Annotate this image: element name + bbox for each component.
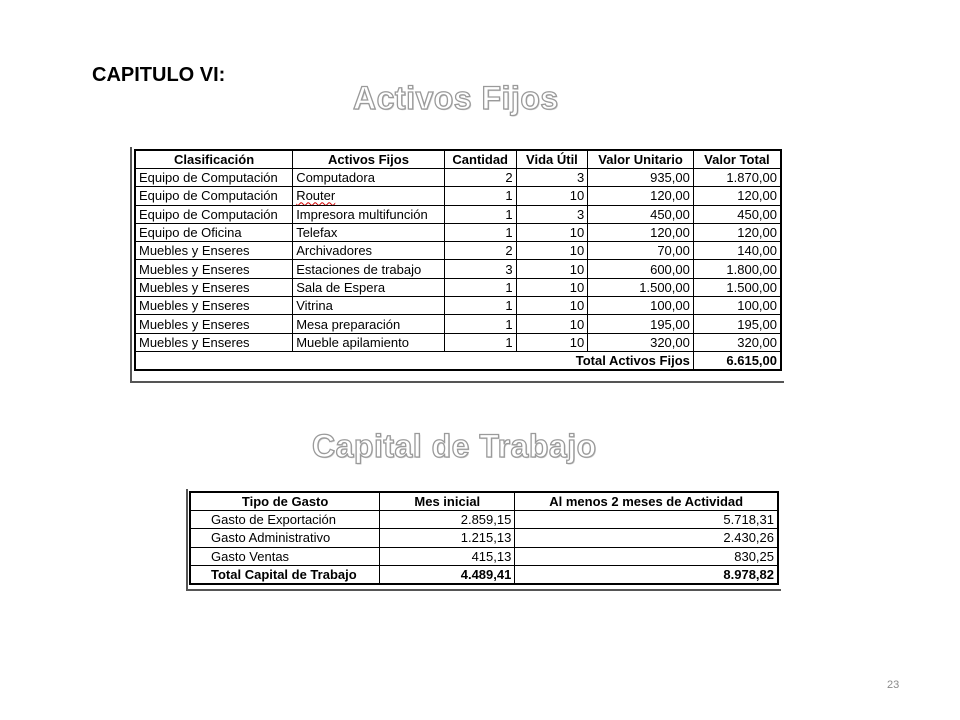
cell-valor-total: 120,00 bbox=[693, 187, 781, 205]
total-mes-inicial: 4.489,41 bbox=[380, 565, 515, 584]
total-dos-meses: 8.978,82 bbox=[515, 565, 778, 584]
cell-tipo-gasto: Gasto de Exportación bbox=[190, 511, 380, 529]
cell-vida-util: 10 bbox=[516, 278, 588, 296]
cell-valor-unitario: 70,00 bbox=[588, 242, 694, 260]
cell-dos-meses: 830,25 bbox=[515, 547, 778, 565]
table-row bbox=[135, 169, 781, 187]
header-activos-fijos: Activos Fijos bbox=[293, 150, 445, 169]
table-shadow-bottom bbox=[186, 589, 781, 591]
cell-valor-unitario: 600,00 bbox=[588, 260, 694, 278]
cell-valor-unitario: 120,00 bbox=[588, 187, 694, 205]
cell-valor-unitario: 100,00 bbox=[588, 297, 694, 315]
cell-vida-util: 10 bbox=[516, 260, 588, 278]
cell-activo: Sala de Espera bbox=[293, 278, 445, 296]
cell-vida-util: 10 bbox=[516, 333, 588, 351]
cell-vida-util: 10 bbox=[516, 187, 588, 205]
cell-activo: Mueble apilamiento bbox=[293, 333, 445, 351]
header-dos-meses: Al menos 2 meses de Actividad bbox=[515, 492, 778, 511]
cell-cantidad: 2 bbox=[444, 242, 516, 260]
table-header-row bbox=[190, 492, 778, 511]
table-header-row bbox=[135, 150, 781, 169]
table-row bbox=[190, 511, 778, 529]
cell-cantidad: 1 bbox=[444, 278, 516, 296]
cell-valor-unitario: 450,00 bbox=[588, 205, 694, 223]
table-row bbox=[135, 278, 781, 296]
cell-valor-total: 450,00 bbox=[693, 205, 781, 223]
fixed-assets-table bbox=[134, 149, 782, 371]
cell-cantidad: 1 bbox=[444, 223, 516, 241]
total-value: 6.615,00 bbox=[693, 351, 781, 370]
cell-cantidad: 1 bbox=[444, 315, 516, 333]
cell-clasificacion: Equipo de Oficina bbox=[135, 223, 293, 241]
cell-tipo-gasto: Gasto Administrativo bbox=[190, 529, 380, 547]
cell-valor-unitario: 935,00 bbox=[588, 169, 694, 187]
cell-clasificacion: Muebles y Enseres bbox=[135, 333, 293, 351]
header-mes-inicial: Mes inicial bbox=[380, 492, 515, 511]
cell-valor-unitario: 1.500,00 bbox=[588, 278, 694, 296]
table-row bbox=[135, 333, 781, 351]
spellcheck-text: Router bbox=[296, 188, 336, 204]
cell-activo: Mesa preparación bbox=[293, 315, 445, 333]
cell-activo: Vitrina bbox=[293, 297, 445, 315]
cell-valor-total: 120,00 bbox=[693, 223, 781, 241]
cell-clasificacion: Muebles y Enseres bbox=[135, 278, 293, 296]
table-shadow-left bbox=[186, 489, 188, 590]
total-row bbox=[190, 565, 778, 584]
cell-dos-meses: 2.430,26 bbox=[515, 529, 778, 547]
cell-clasificacion: Muebles y Enseres bbox=[135, 260, 293, 278]
cell-cantidad: 1 bbox=[444, 205, 516, 223]
cell-cantidad: 1 bbox=[444, 187, 516, 205]
table-row bbox=[135, 223, 781, 241]
working-capital-table bbox=[189, 491, 779, 585]
cell-valor-total: 1.870,00 bbox=[693, 169, 781, 187]
table-row bbox=[135, 260, 781, 278]
cell-tipo-gasto: Gasto Ventas bbox=[190, 547, 380, 565]
cell-cantidad: 1 bbox=[444, 333, 516, 351]
cell-activo: Archivadores bbox=[293, 242, 445, 260]
table-row bbox=[135, 242, 781, 260]
cell-vida-util: 10 bbox=[516, 315, 588, 333]
cell-activo: Impresora multifunción bbox=[293, 205, 445, 223]
chapter-title: CAPITULO VI: bbox=[92, 64, 226, 86]
cell-clasificacion: Muebles y Enseres bbox=[135, 297, 293, 315]
working-capital-title: Capital de Trabajo bbox=[312, 428, 597, 464]
cell-valor-total: 320,00 bbox=[693, 333, 781, 351]
cell-clasificacion: Muebles y Enseres bbox=[135, 242, 293, 260]
cell-mes-inicial: 1.215,13 bbox=[380, 529, 515, 547]
cell-valor-total: 140,00 bbox=[693, 242, 781, 260]
total-label: Total Activos Fijos bbox=[135, 351, 693, 370]
cell-vida-util: 10 bbox=[516, 242, 588, 260]
cell-clasificacion: Muebles y Enseres bbox=[135, 315, 293, 333]
table-row bbox=[135, 315, 781, 333]
cell-vida-util: 10 bbox=[516, 297, 588, 315]
cell-valor-total: 1.500,00 bbox=[693, 278, 781, 296]
header-vida-util: Vida Útil bbox=[516, 150, 588, 169]
table-row bbox=[135, 297, 781, 315]
table-row bbox=[190, 529, 778, 547]
table-shadow-bottom bbox=[130, 381, 784, 383]
cell-vida-util: 3 bbox=[516, 205, 588, 223]
fixed-assets-title: Activos Fijos bbox=[353, 80, 559, 116]
cell-mes-inicial: 2.859,15 bbox=[380, 511, 515, 529]
cell-cantidad: 1 bbox=[444, 297, 516, 315]
cell-dos-meses: 5.718,31 bbox=[515, 511, 778, 529]
header-valor-total: Valor Total bbox=[693, 150, 781, 169]
cell-clasificacion: Equipo de Computación bbox=[135, 205, 293, 223]
cell-valor-total: 195,00 bbox=[693, 315, 781, 333]
cell-mes-inicial: 415,13 bbox=[380, 547, 515, 565]
cell-valor-unitario: 320,00 bbox=[588, 333, 694, 351]
cell-valor-unitario: 120,00 bbox=[588, 223, 694, 241]
table-shadow-left bbox=[130, 147, 132, 383]
total-row bbox=[135, 351, 781, 370]
cell-cantidad: 3 bbox=[444, 260, 516, 278]
cell-activo: Telefax bbox=[293, 223, 445, 241]
cell-valor-total: 100,00 bbox=[693, 297, 781, 315]
cell-vida-util: 3 bbox=[516, 169, 588, 187]
cell-activo: Estaciones de trabajo bbox=[293, 260, 445, 278]
cell-vida-util: 10 bbox=[516, 223, 588, 241]
header-valor-unitario: Valor Unitario bbox=[588, 150, 694, 169]
cell-activo bbox=[293, 187, 445, 205]
table-row bbox=[135, 205, 781, 223]
header-tipo-gasto: Tipo de Gasto bbox=[190, 492, 380, 511]
cell-activo: Computadora bbox=[293, 169, 445, 187]
cell-valor-total: 1.800,00 bbox=[693, 260, 781, 278]
cell-cantidad: 2 bbox=[444, 169, 516, 187]
header-cantidad: Cantidad bbox=[444, 150, 516, 169]
total-label: Total Capital de Trabajo bbox=[190, 565, 380, 584]
cell-clasificacion: Equipo de Computación bbox=[135, 187, 293, 205]
table-row bbox=[190, 547, 778, 565]
cell-valor-unitario: 195,00 bbox=[588, 315, 694, 333]
header-clasificacion: Clasificación bbox=[135, 150, 293, 169]
cell-clasificacion: Equipo de Computación bbox=[135, 169, 293, 187]
table-row bbox=[135, 187, 781, 205]
page-number: 23 bbox=[887, 679, 900, 691]
